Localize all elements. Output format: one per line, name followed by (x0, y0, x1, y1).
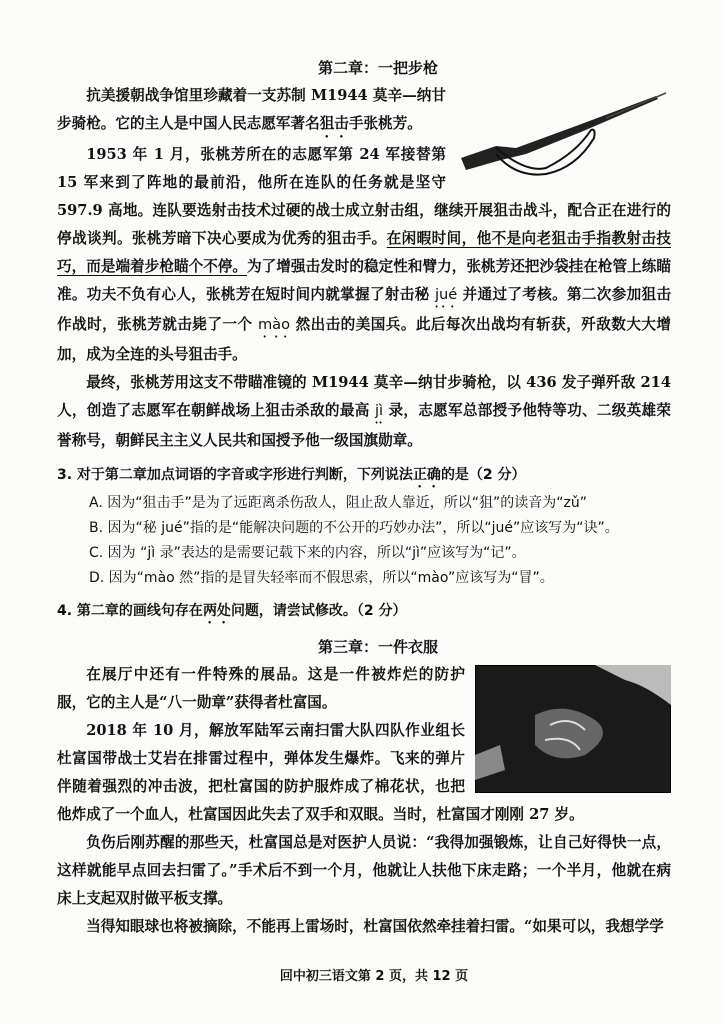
pinyin-mao: mào (257, 316, 291, 333)
dotted-word: 正确 (412, 467, 441, 483)
question-3 (57, 463, 671, 591)
underlined-sentence: 在闲暇时间，他不是向老狙击手指教射击技巧，而是端着步枪瞄个不停。 (57, 230, 671, 275)
protective-suit-photo (475, 665, 671, 793)
question-4-stem (57, 599, 671, 627)
text: 问题，请尝试修改。（2 分） (230, 603, 407, 619)
text: 并通过了考核。第二次参加狙击作战时，张桃芳就击毙了一个 (57, 286, 671, 333)
text: 最终，张桃芳用这支不带瞄准镜的 M1944 莫辛—纳甘步骑枪，以 436 发子弹歼敌 214 人，创造了志愿军在朝鲜战场上狙击杀敌的最高 (57, 374, 671, 419)
chapter3-paragraph-1: 在展厅中还有一件特殊的展品。这是一件被炸烂的防护服，它的主人是“八一勋章”获得者杜富国。 (57, 666, 465, 711)
dotted-word: 两处 (202, 603, 231, 619)
text: 1953 年 1 月，张桃芳所在的志愿军第 24 军接替第 15 军来到了阵地的最前沿，他所在连队的任务就是坚守 597.9 高地。连队要选射击技术过硬的战士成立射击组，继续开展狙击战斗，配合正在进行的停战谈判。张桃芳暗下决心要成为优秀的狙击手。 (57, 146, 671, 247)
text: 然出击的美国兵。此后每次出战均有斩获，歼敌数大大增加，成为全连的头号狙击手。 (57, 316, 671, 363)
text: 的是（2 分） (440, 467, 526, 483)
option-c: C. 因为 “jì 录”表达的是需要记载下来的内容，所以“jì”应该写为“记”。 (89, 545, 526, 561)
option-b: B. 因为“秘 jué”指的是“能解决问题的不公开的巧妙办法”，所以“jué”应该写为“诀”。 (89, 520, 619, 536)
text: 手张桃芳。 (348, 115, 422, 132)
chapter3-title: 第三章：一件衣服 (317, 638, 438, 656)
text: 4. 第二章的画线句存在 (57, 603, 203, 619)
pinyin-ji: jì (374, 402, 384, 419)
rifle-image (456, 88, 671, 178)
text: 3. 对于第二章加点词语的字音或字形进行判断，下列说法 (57, 467, 413, 483)
chapter3-body (57, 661, 671, 941)
chapter3-paragraph-4: 当得知眼球也将被摘除，不能再上雷场时，杜富国依然牵挂着扫雷。“如果可以，我想学学 (86, 918, 664, 935)
page-footer: 回中初三语文第 2 页，共 12 页 (279, 969, 469, 984)
chapter3-paragraph-2: 2018 年 10 月，解放军陆军云南扫雷大队四队作业组长杜富国带战士艾岩在排雷过程中，弹体发生爆炸。飞来的弹片伴随着强烈的冲击波，把杜富国的防护服炸成了棉花状，也把他炸成了一个血人，杜富国因此失去了双手和双眼。当时，杜富国才刚刚 27 岁。 (57, 722, 584, 823)
chapter2-title: 第二章：一把步枪 (317, 59, 438, 77)
text: 为了增强击发时的稳定性和臂力，张桃芳还把沙袋挂在枪管上练瞄准。功夫不负有心人，张桃芳在短时间内就掌握了射击秘 (57, 258, 671, 303)
question-4 (57, 599, 671, 627)
text: 录，志愿军总部授予他特等功、二级英雄荣誉称号，朝鲜民主主义人民共和国授予他一级国旗勋章。 (57, 402, 671, 449)
option-a: A. 因为“狙击手”是为了远距离杀伤敌人，阻止敌人靠近，所以“狙”的读音为“zǔ” (89, 495, 587, 511)
chapter2-body (57, 82, 671, 455)
chapter2-paragraph-3 (57, 369, 671, 455)
dotted-word: 狙击 (319, 115, 349, 132)
question-3-stem (57, 463, 671, 491)
text: 抗美援朝战争馆里珍藏着一支苏制 M1944 莫辛—纳甘步骑枪。它的主人是中国人民志愿军著名 (57, 87, 446, 132)
chapter3-paragraph-3: 负伤后刚苏醒的那些天，杜富国总是对医护人员说：“我得加强锻炼，让自己好得快一点，这样就能早点回去扫雷了。”手术后不到一个月，他就让人扶他下床走路；一个半月，他就在病床上支起双肘做平板支撑。 (57, 834, 671, 907)
pinyin-jue: jué (434, 286, 458, 303)
option-d: D. 因为“mào 然”指的是冒失轻率而不假思索，所以“mào”应该写为“冒”。 (89, 570, 554, 586)
